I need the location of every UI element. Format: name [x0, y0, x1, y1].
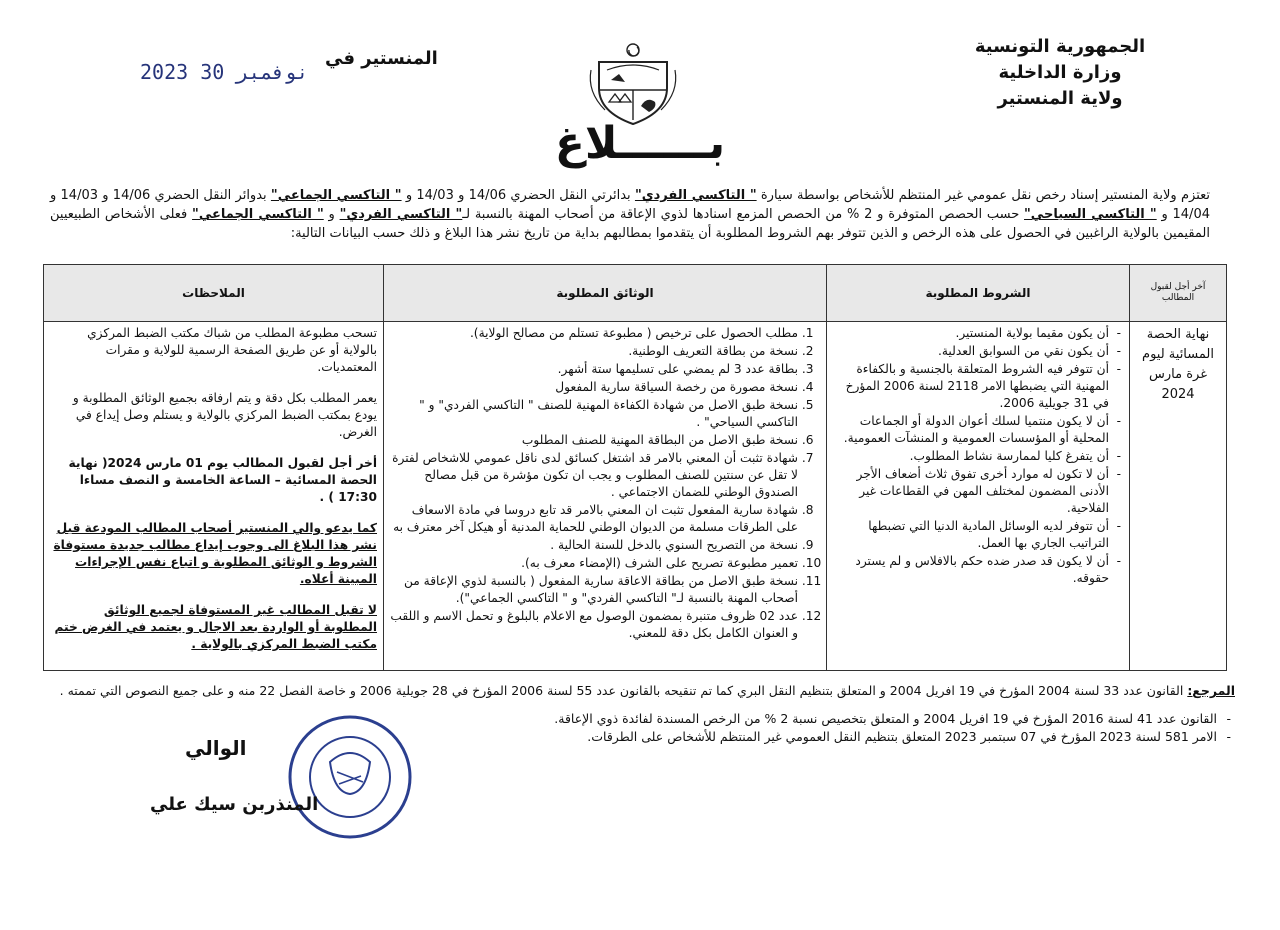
conditions-list	[833, 325, 1123, 587]
condition-item: - أن تتوفر فيه الشروط المتعلقة بالجنسية و بالكفاءة المهنية التي يضبطها الامر 2118 لسنة 2006 المؤرخ في 31 جويلية 2006.	[833, 361, 1109, 412]
document-item: 3. بطاقة عدد 3 لم يمضي على تسليمها ستة أشهر.	[390, 361, 798, 378]
intro-collective-taxi: " التاكسي الجماعي"	[270, 188, 402, 203]
document-item: 10. تعمير مطبوعة تصريح على الشرف (الإمضاء معرف به).	[390, 555, 798, 572]
document-item: 7. شهادة تثبت أن المعني بالامر قد اشتغل كسائق لدى ناقل عمومي للاشخاص لفترة لا تقل عن سنتين للصنف المطلوب و يجب ان تكون مؤشرة من قبل مصالح الصندوق الوطني للضمان الاجتماعي .	[390, 450, 798, 501]
tunisia-emblem-icon	[585, 40, 681, 126]
references-label: المرجع:	[1187, 683, 1235, 698]
condition-item: - أن يتفرغ كليا لممارسة نشاط المطلوب.	[833, 448, 1109, 465]
note-item: تسحب مطبوعة المطلب من شباك مكتب الضبط المركزي بالولاية أو عن طريق الصفحة الرسمية للولاية و مقرات المعتمديات.	[87, 326, 377, 374]
document-item: 2. نسخة من بطاقة التعريف الوطنية.	[390, 343, 798, 360]
condition-item: - أن يكون نقي من السوابق العدلية.	[833, 343, 1109, 360]
reference-item: القانون عدد 33 لسنة 2004 المؤرخ في 19 افريل 2004 و المتعلق بتنظيم النقل البري كما تم تنقيحه بالقانون عدد 55 لسنة 2006 المؤرخ في 28 جويلية 2006 و خاصة الفصل 22 منه و على جميع النصوص التي تممته .	[59, 683, 1184, 698]
intro-individual-taxi: " التاكسي الفردي"	[339, 207, 463, 222]
document-item: 4. نسخة مصورة من رخصة السياقة سارية المفعول	[390, 379, 798, 396]
intro-text: بدائرتي النقل الحضري 14/06 و 14/03 و	[405, 188, 631, 203]
document-item: 9. نسخة من التصريح السنوي بالدخل للسنة الحالية .	[390, 537, 798, 554]
table-row	[44, 322, 1227, 671]
date-stamp: 2023 نوفمبر 30	[140, 60, 309, 84]
note-item: يعمر المطلب بكل دقة و يتم ارفاقه بجميع الوثائق المطلوبة و يودع بمكتب الضبط المركزي بالولاية و يستلم وصل إيداع في الغرض.	[72, 391, 377, 439]
header-notes: الملاحظات	[44, 265, 384, 322]
issuer-block	[910, 34, 1210, 112]
notes-cell	[44, 322, 384, 671]
republic-name: الجمهورية التونسية	[974, 36, 1146, 57]
intro-individual-taxi: " التاكسي الفردي"	[634, 188, 757, 203]
table-header-row	[44, 265, 1227, 322]
signatory-title: الوالي	[185, 736, 247, 760]
intro-text: فعلى الأشخاص الطبيعيين المقيمين بالولاية الراغبين في الحصول على	[50, 207, 1210, 241]
intro-text: حسب الحصص المتوفرة و 2 % من الحصص المزمع اسنادها لذوي الإعاقة من أصحاب المهنة بالنسبة لـ	[462, 207, 1020, 222]
page-title: بــــــلاغ	[554, 118, 726, 169]
reference-item: - الامر 581 لسنة 2023 المؤرخ في 07 سبتمبر 2023 المتعلق بتنظيم النقل العمومي غير المنتظم للأشخاص على الطرقات.	[55, 728, 1235, 746]
deadline-cell: نهاية الحصة المسائية ليوم غرة مارس 2024	[1130, 322, 1227, 671]
official-stamp-icon	[285, 712, 415, 842]
documents-cell	[384, 322, 827, 671]
intro-text: تعتزم ولاية المنستير إسناد رخص نقل عمومي غير المنتظم للأشخاص بواسطة سيارة	[760, 188, 1211, 203]
place-label: المنستير في	[325, 48, 438, 69]
document-item: 8. شهادة سارية المفعول تثبت ان المعني بالامر قد تابع دروسا في مادة الاسعاف على الطرقات مسلمة من الديوان الوطني للحماية المدنية أو هيكل آخر معترف به	[390, 502, 798, 536]
intro-text: بدوائر النقل الحضري 14/06 و 14/03 و 14/04	[50, 188, 1210, 222]
header-conditions: الشروط المطلوبة	[827, 265, 1130, 322]
document-item: 1. مطلب الحصول على ترخيص ( مطبوعة تستلم من مصالح الولاية).	[390, 325, 798, 342]
intro-text: و	[328, 207, 335, 222]
governorate-name: ولاية المنستير	[997, 88, 1123, 109]
condition-item: - أن لا يكون قد صدر ضده حكم بالافلاس و لم يسترد حقوقه.	[833, 553, 1109, 587]
condition-item: - أن لا تكون له موارد أخرى تفوق ثلاث أضعاف الأجر الأدنى المضمون لمختلف المهن في القطاعات غير الفلاحية.	[833, 466, 1109, 517]
document-item: 6. نسخة طبق الاصل من البطاقة المهنية للصنف المطلوب	[390, 432, 798, 449]
note-deadline: أخر أجل لقبول المطالب يوم 01 مارس 2024( نهاية الحصة المسائية – الساعة الخامسة و النصف مساءا 17:30 ) .	[68, 456, 377, 504]
condition-item: - أن تتوفر لديه الوسائل المادية الدنيا التي تضبطها التراتيب الجاري بها العمل.	[833, 518, 1109, 552]
intro-text: و	[1161, 207, 1168, 222]
document-item: 12. عدد 02 ظروف متنبرة بمضمون الوصول مع الاعلام بالبلوغ و تحمل الاسم و اللقب و العنوان الكامل بكل دقة للمعني.	[390, 608, 798, 642]
documents-list	[390, 325, 820, 642]
reference-item: - القانون عدد 41 لسنة 2016 المؤرخ في 19 افريل 2004 و المتعلق بتخصيص نسبة 2 % من الرخص المسندة لفائدة ذوي الإعاقة.	[55, 710, 1235, 728]
document-item: 5. نسخة طبق الاصل من شهادة الكفاءة المهنية للصنف " التاكسي الفردي" و " التاكسي السياحي" .	[390, 397, 798, 431]
intro-text: هذه الرخص و الذين تتوفر بهم الشروط المطلوبة أن يتقدموا بمطالبهم بداية من تاريخ نشر هذا البلاغ و ذلك حسب البيانات التالية:	[290, 226, 976, 241]
note-resubmit: كما يدعو والي المنستير أصحاب المطالب المودعة قبل نشر هذا البلاغ الى وجوب إيداع مطالب جديدة مستوفاة الشروط و الوثائق المطلوبة و اتباع نفس الإجراءات المبينة أعلاه.	[53, 521, 377, 586]
header-deadline: آخر أجل لقبول المطالب	[1130, 265, 1227, 322]
intro-tourist-taxi: " التاكسي السياحي"	[1024, 207, 1157, 222]
note-rejection: لا تقبل المطالب غير المستوفاة لجميع الوثائق المطلوبة أو الواردة بعد الاجال و يعتمد في الغرض ختم مكتب الضبط المركزي بالولاية .	[54, 603, 377, 651]
ministry-name: وزارة الداخلية	[998, 62, 1122, 83]
requirements-table	[43, 264, 1227, 671]
document-item: 11. نسخة طبق الاصل من بطاقة الاعاقة سارية المفعول ( بالنسبة لذوي الإعاقة من أصحاب المهنة بالنسبة لـ" التاكسي الفردي" و " التاكسي الجماعي").	[390, 573, 798, 607]
condition-item: - أن يكون مقيما بولاية المنستير.	[833, 325, 1109, 342]
reference-row	[55, 682, 1235, 700]
intro-collective-taxi: " التاكسي الجماعي"	[192, 207, 324, 222]
header-documents: الوثائق المطلوبة	[384, 265, 827, 322]
signatory-name: المنذربن سيك علي	[150, 794, 319, 815]
intro-paragraph	[50, 186, 1210, 243]
conditions-cell	[827, 322, 1130, 671]
condition-item: - أن لا يكون منتميا لسلك أعوان الدولة أو الجماعات المحلية أو المؤسسات العمومية و المنشآت العمومية.	[833, 413, 1109, 447]
